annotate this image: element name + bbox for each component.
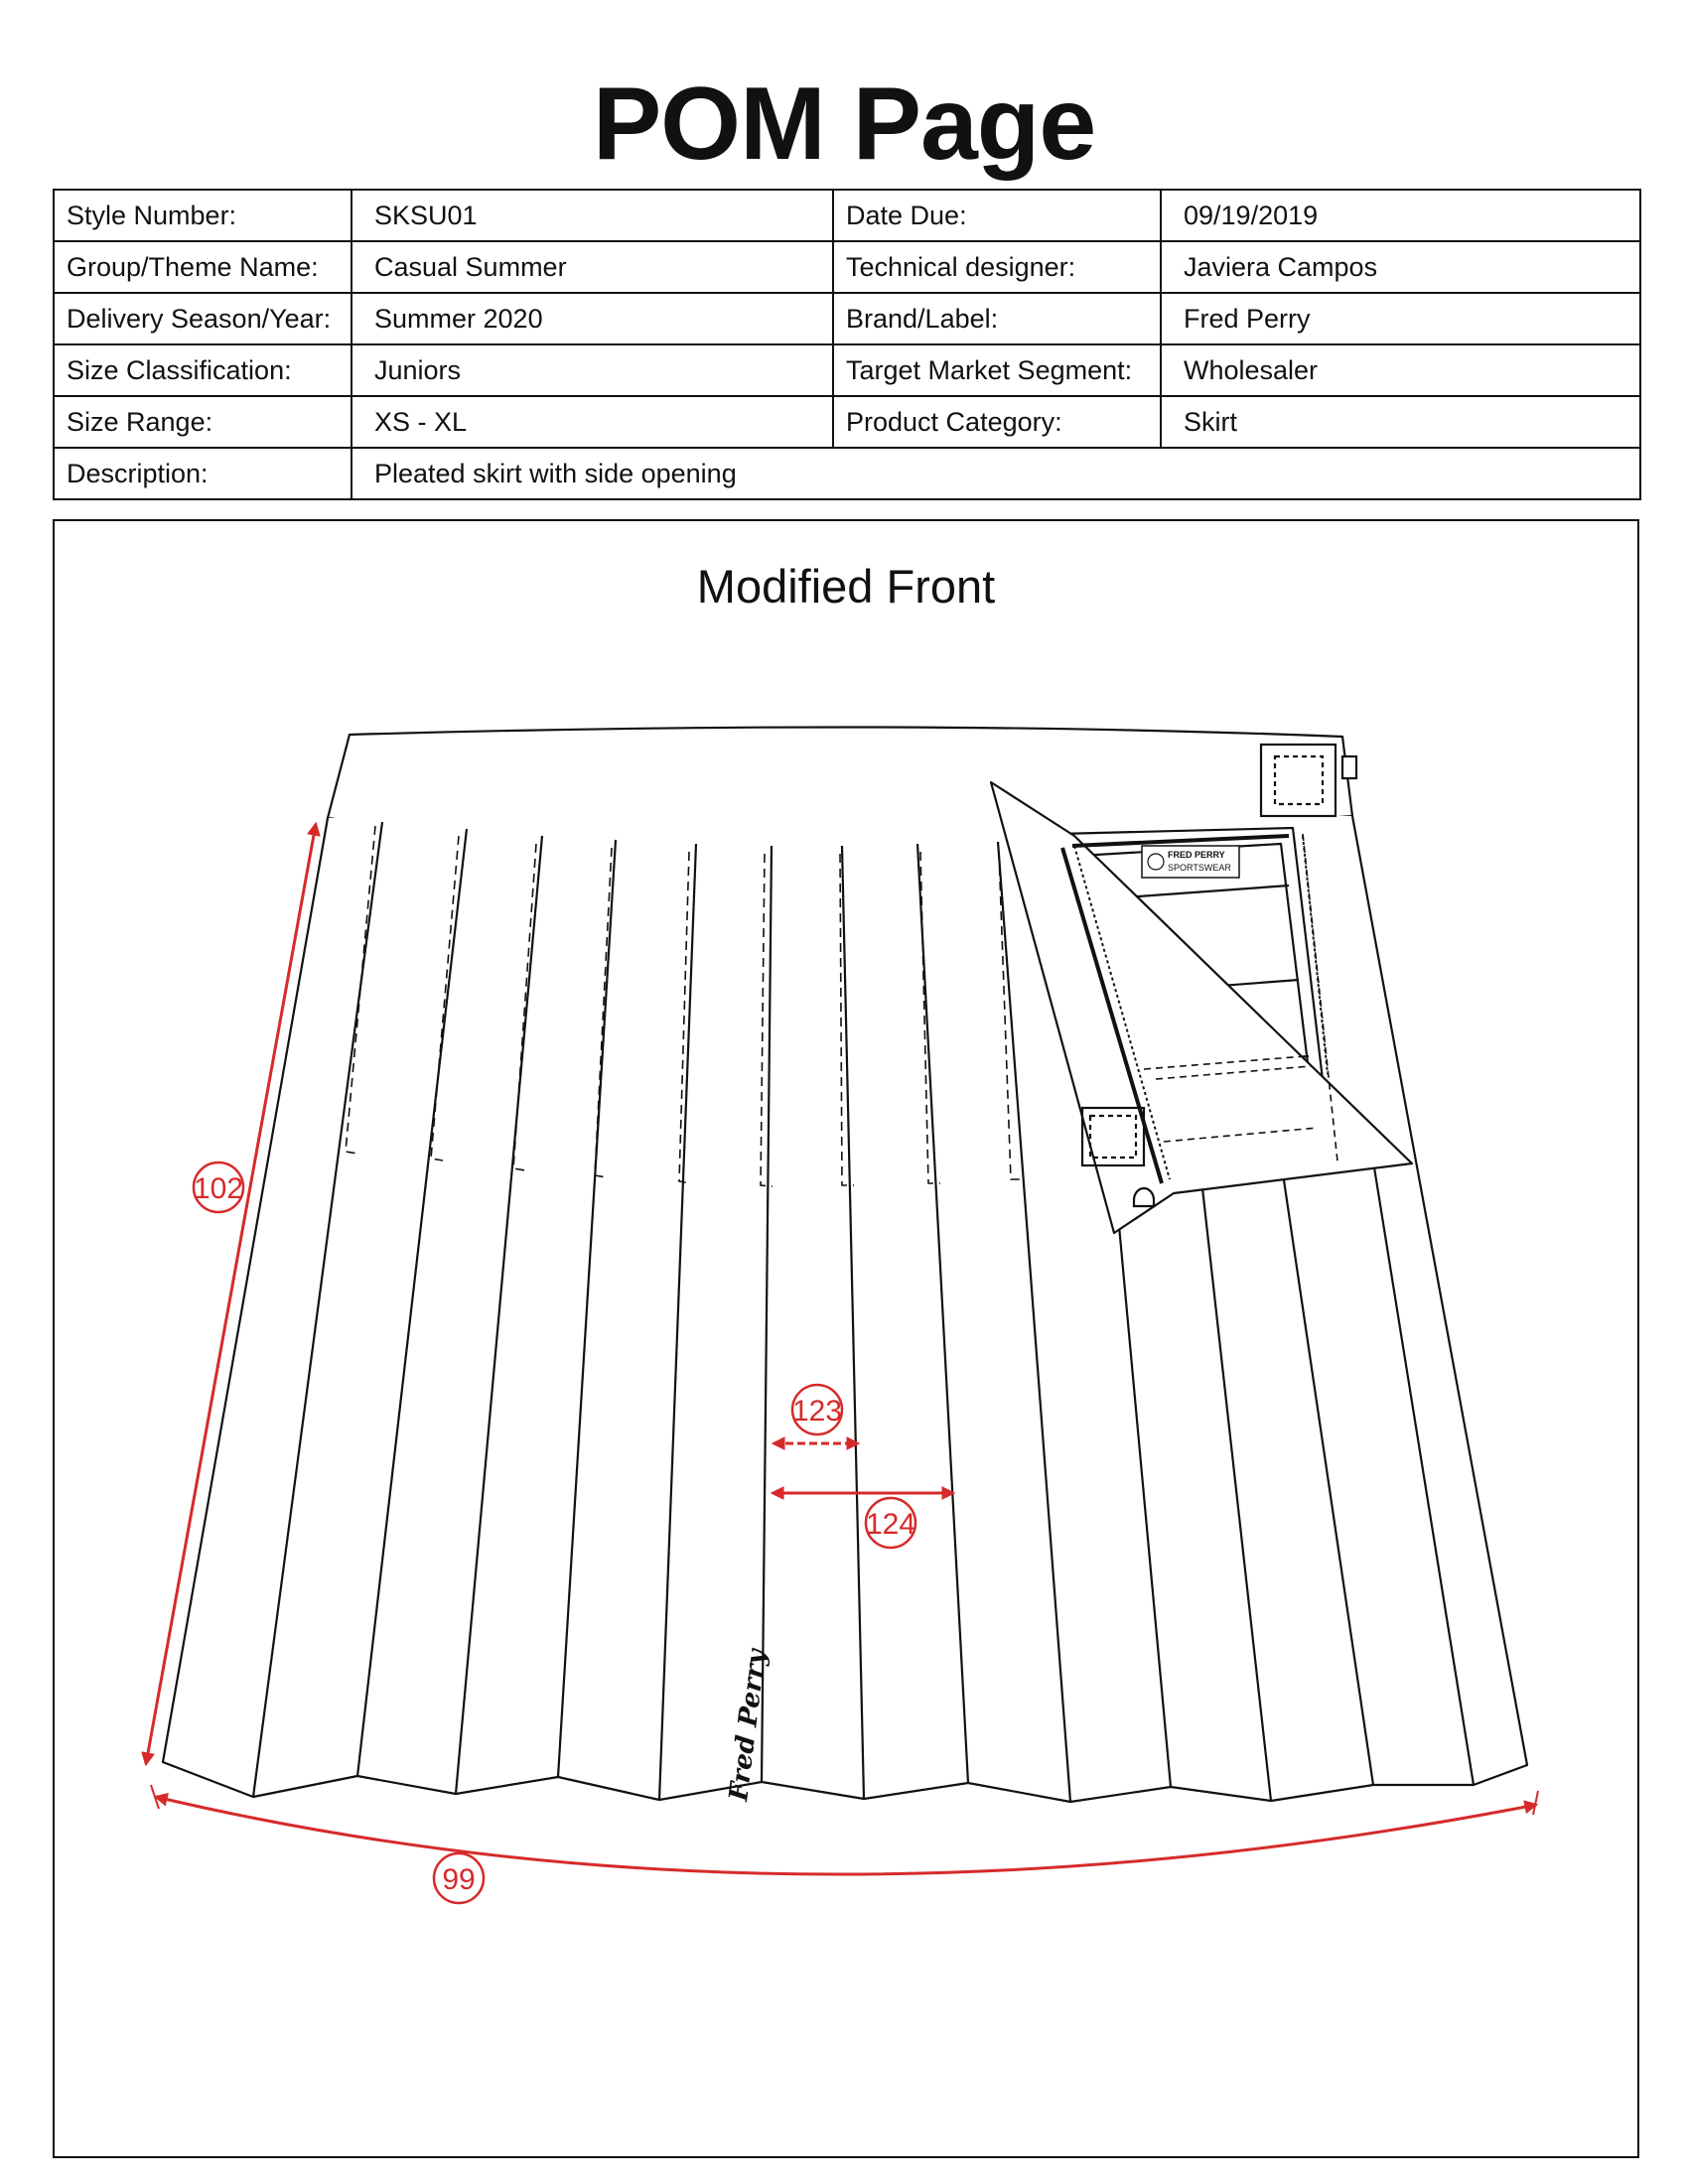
target-market-label: Target Market Segment:: [833, 344, 1161, 396]
hem-script-logo: Fred Perry: [724, 1647, 773, 1803]
style-number-label: Style Number:: [54, 190, 352, 241]
sketch-frame: [53, 519, 1639, 2158]
spec-row: [54, 396, 1640, 448]
technical-designer-label: Technical designer:: [833, 241, 1161, 293]
size-range-label: Size Range:: [54, 396, 352, 448]
spec-row: [54, 448, 1640, 499]
spec-table: [53, 189, 1641, 500]
style-number-value: SKSU01: [352, 190, 833, 241]
description-label: Description:: [54, 448, 352, 499]
page-title: POM Page: [592, 67, 1096, 182]
brand-label-tag: [1142, 846, 1239, 878]
group-theme-label: Group/Theme Name:: [54, 241, 352, 293]
measure-99: [151, 1785, 1538, 1903]
group-theme-value: Casual Summer: [352, 241, 833, 293]
brand-value: Fred Perry: [1161, 293, 1640, 344]
date-due-value: 09/19/2019: [1161, 190, 1640, 241]
product-category-label: Product Category:: [833, 396, 1161, 448]
label-line2: SPORTSWEAR: [1168, 863, 1231, 873]
delivery-label: Delivery Season/Year:: [54, 293, 352, 344]
target-market-value: Wholesaler: [1161, 344, 1640, 396]
skirt-technical-drawing: [55, 521, 1637, 2156]
size-classification-label: Size Classification:: [54, 344, 352, 396]
spec-row: [54, 241, 1640, 293]
delivery-value: Summer 2020: [352, 293, 833, 344]
spec-row: [54, 190, 1640, 241]
size-range-value: XS - XL: [352, 396, 833, 448]
measure-124-label: 124: [865, 1508, 916, 1541]
technical-designer-value: Javiera Campos: [1161, 241, 1640, 293]
view-title: Modified Front: [696, 560, 996, 613]
date-due-label: Date Due:: [833, 190, 1161, 241]
product-category-value: Skirt: [1161, 396, 1640, 448]
description-value: Pleated skirt with side opening: [352, 448, 1640, 499]
spec-row: [54, 344, 1640, 396]
measure-99-label: 99: [442, 1863, 476, 1896]
skirt-outline: [163, 727, 1527, 1802]
brand-label: Brand/Label:: [833, 293, 1161, 344]
label-line1: FRED PERRY: [1168, 850, 1225, 860]
spec-row: [54, 293, 1640, 344]
measure-102-label: 102: [193, 1172, 244, 1205]
size-classification-value: Juniors: [352, 344, 833, 396]
measure-123-label: 123: [791, 1395, 843, 1428]
